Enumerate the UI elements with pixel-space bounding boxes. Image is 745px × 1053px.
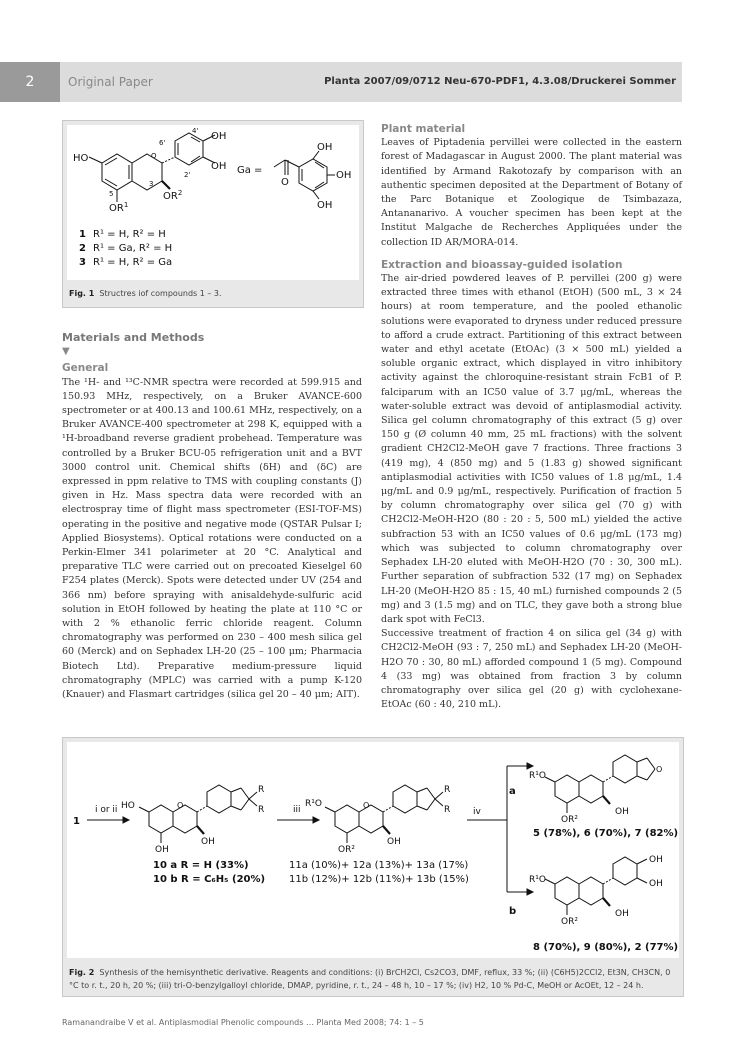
fig1-ga-equals: Ga = (237, 165, 263, 176)
fig2-r-11a: R (444, 785, 451, 795)
left-column (62, 331, 362, 702)
fig2-o-11: O (363, 801, 370, 810)
fig1-or2: $OR^2$ (163, 189, 183, 202)
fig1-or1: $OR^1$ (109, 201, 129, 214)
fig1-compound-3-num: 3 (79, 257, 86, 268)
fig1-ga-oh3: OH (317, 200, 333, 211)
fig2-r1o-8: R¹O (529, 875, 546, 885)
figure-1-caption (69, 287, 357, 300)
fig2-product-10b: 10 b R = C₆H₅ (20%) (153, 874, 266, 885)
fig2-or2-5: OR² (561, 815, 578, 825)
plant-material-paragraph: Leaves of Piptadenia pervillei were collected in the eastern forest of Madagascar in August 2000. The plant material was identified by Armand Rakotozafy by comparison with an authentic specimen deposited at the Department of Botany of the Parc Botanique et Zoologique de Tsimbazaza, Antananarivo. A voucher specimen has been kept at the Institut Malgache de Recherches Appliquées under the collection ID AR/MORA-014. (381, 137, 682, 248)
fig1-pos2p: 2' (184, 171, 191, 179)
extraction-paragraph-2: Successive treatment of fraction 4 on silica gel (34 g) with CH2Cl2-MeOH (93 : 7, 250 mL) and Sephadex LH-20 (MeOH-H2O 70 : 30, 80 mL) afforded compound 1 (5 mg). Compound 4 (33 mg) was obtained from fraction 3 by column chromatography over silica gel (20 g) with cyclohexane-EtOAc (60 : 40, 210 mL). (381, 628, 682, 711)
fig2-oh-8-right: OH (649, 879, 663, 889)
fig2-step-i-ii: i or ii (95, 805, 118, 815)
fig1-compound-2-num: 2 (79, 243, 86, 254)
fig2-r-10b: R (258, 805, 265, 815)
fig1-pos4: 4' (192, 127, 199, 135)
general-paragraph: The ¹H- and ¹³C-NMR spectra were recorded at 599.915 and 150.93 MHz, respectively, on a Bruker AVANCE-600 spectrometer or at 400.13 and 100.61 MHz, respectively, on a Bruker AVANCE-400 spectrometer at 298 K, equipped with a ¹H-broadband reverse gradient probehead. Temperature was controlled by a Bruker BCU-05 refrigeration unit and a BVT 3000 control unit. Chemical shifts (δH) and (δC) are expressed in ppm relative to TMS with coupling constants (J) given in Hz. Mass spectra data were recorded with an electrospray time of flight mass spectrometer (ESI-TOF-MS) operating in the positive and negative mode (QSTAR Pulsar I; Applied Biosystems). Optical rotations were conducted on a Perkin-Elmer 341 polarimeter at 20 °C. Analytical and preparative TLC were carried out on precoated Kieselgel 60 F254 plates (Merck). Spots were detected under UV (254 and 366 nm) before spraying with anisaldehyde-sulfuric acid solution in EtOH followed by heating the plate at 110 °C or with 2 % ethanolic ferric chloride reagent. Column chromatography was performed on 230 – 400 mesh silica gel 60 (Merck) and on Sephadex LH-20 (25 – 100 μm; Pharmacia Biotech Ltd). Preparative medium-pressure liquid chromatography (MPLC) was carried with a pump K-120 (Knauer) and Flasmart cartridges (silica gel 20 – 40 μm; AIT). (62, 376, 362, 701)
fig1-ga-oh1: OH (317, 142, 333, 153)
figure-2-label: Fig. 2 (69, 968, 95, 977)
figure-1-structure (67, 125, 359, 280)
fig2-oh-8-top: OH (649, 855, 663, 865)
fig2-oh-11: OH (387, 837, 401, 847)
fig2-branch-b: b (509, 906, 517, 917)
fig1-ga-oh2: OH (336, 170, 352, 181)
section-label: Original Paper (68, 75, 153, 89)
fig2-o-5: O (656, 765, 663, 774)
fig2-product-10a: 10 a R = H (33%) (153, 860, 249, 871)
subheading-extraction: Extraction and bioassay-guided isolation (381, 258, 623, 271)
figure-2-caption (69, 966, 675, 992)
fig2-r-11b: R (444, 805, 451, 815)
fig1-pos6: 6' (159, 139, 166, 147)
page-number: 2 (0, 62, 60, 102)
fig2-oh-8: OH (615, 909, 629, 919)
right-column (381, 120, 682, 712)
fig2-r1o-5: R¹O (529, 771, 546, 781)
figure-1-label: Fig. 1 (69, 289, 95, 298)
fig2-product-11b: 11b (12%)+ 12b (11%)+ 13b (15%) (289, 874, 469, 885)
figure-2-scheme (67, 742, 679, 958)
fig2-step-iii: iii (293, 805, 301, 815)
fig2-oh-10: OH (201, 837, 215, 847)
fig1-oh-top: OH (211, 131, 227, 142)
fig1-pos3: 3 (149, 180, 154, 188)
fig1-ho-left: HO (73, 153, 89, 164)
fig2-or2-11: OR² (338, 845, 355, 855)
fig2-start-compound: 1 (73, 816, 80, 827)
fig1-oh-right: OH (211, 161, 227, 172)
fig2-r1o-11: R¹O (305, 799, 322, 809)
fig2-or2-8: OR² (561, 917, 578, 927)
extraction-paragraph: The air-dried powdered leaves of P. pervillei (200 g) were extracted three times with ethanol (EtOH) (500 mL, 3 × 24 hours) at room temperature, and the pooled ethanolic solutions were evaporated to dryness under reduced pressure to afford a crude extract. Partitioning of this extract between water and ethyl acetate (EtOAc) (3 × 500 mL) yielded a soluble organic extract, which displayed in vitro inhibitory activity against the chloroquine-resistant strain FcB1 of P. falciparum with an IC50 value of 3.7 μg/mL, whereas the water-soluble extract was devoid of antiplasmodial activity. Silica gel column chromatography of this extract (5 g) over 150 g (Ø column 40 mm, 25 mL fractions) with the solvent gradient CH2Cl2-MeOH gave 7 fractions. Three fractions 3 (419 mg), 4 (850 mg) and 5 (1.83 g) showed significant antiplasmodial activities with IC50 values of 1.8 μg/mL, 1.4 μg/mL and 0.9 μg/mL, respectively. Purification of fraction 5 by column chromatography over silica gel (70 g) with CH2Cl2-MeOH-H2O (80 : 20 : 5, 500 mL) yielded the active subfraction 53 with an IC50 values of 0.6 μg/mL (173 mg) which was subjected to column chromatography over Sephadex LH-20 eluted with MeOH-H2O (70 : 30, 300 mL). Further separation of subfraction 532 (17 mg) on Sephadex LH-20 (MeOH-H2O 85 : 15, 40 mL) furnished compounds 2 (5 mg) and 3 (1.5 mg) and on TLC, they gave both a strong blue dark spot with FeCl3. (381, 273, 682, 625)
figure-1-structure-area (67, 125, 359, 280)
fig2-o-10: O (177, 801, 184, 810)
subheading-general: General (62, 362, 109, 375)
section-marker: ▼ (62, 346, 70, 358)
fig1-pos5: 5 (109, 190, 114, 198)
fig2-product-11a: 11a (10%)+ 12a (13%)+ 13a (17%) (289, 860, 469, 871)
fig1-o-ring: O (151, 152, 157, 160)
figure-2-scheme-area (67, 742, 679, 958)
fig2-r-10a: R (258, 785, 265, 795)
fig2-products-b: 8 (70%), 9 (80%), 2 (77%) (533, 942, 679, 953)
fig1-compound-2: R¹ = Ga, R² = H (93, 243, 173, 254)
figure-2 (62, 737, 684, 997)
page-footer: Ramanandraibe V et al. Antiplasmodial Phenolic compounds … Planta Med 2008; 74: 1 – 5 (62, 1018, 424, 1027)
fig2-ho: HO (121, 801, 135, 811)
fig2-products-a: 5 (78%), 6 (70%), 7 (82%) (533, 828, 679, 839)
subheading-plant-material: Plant material (381, 123, 466, 135)
figure-1-caption-text: Structres iof compounds 1 – 3. (99, 289, 222, 298)
fig1-compound-1: R¹ = H, R² = H (93, 229, 166, 240)
page-header (0, 62, 682, 102)
fig1-compound-1-num: 1 (79, 229, 86, 240)
fig1-ga-o: O (281, 177, 289, 188)
running-header-info: Planta 2007/09/0712 Neu-670-PDF1, 4.3.08/Druckerei Sommer (324, 76, 676, 87)
fig2-branch-a: a (509, 786, 516, 797)
figure-2-caption-text: Synthesis of the hemisynthetic derivative. Reagents and conditions: (i) BrCH2Cl, Cs2CO3, DMF, reflux, 33 %; (ii) (C6H5)2CCl2, Et3N, CH3CN, 0 °C to r. t., 20 h, 20 %; (iii) tri-O-benzylgalloyl chloride, DMAP, pyridine, r. t., 24 – 48 h, 10 – 17 %; (iv) H2, 10 % Pd-C, MeOH or AcOEt, 12 – 24 h. (69, 968, 671, 990)
fig2-step-iv: iv (473, 807, 481, 817)
fig2-oh-5: OH (615, 807, 629, 817)
fig2-oh-10-bottom: OH (155, 845, 169, 855)
figure-1 (62, 120, 364, 308)
section-heading-methods: Materials and Methods (62, 331, 205, 344)
fig1-compound-3: R¹ = H, R² = Ga (93, 257, 173, 268)
